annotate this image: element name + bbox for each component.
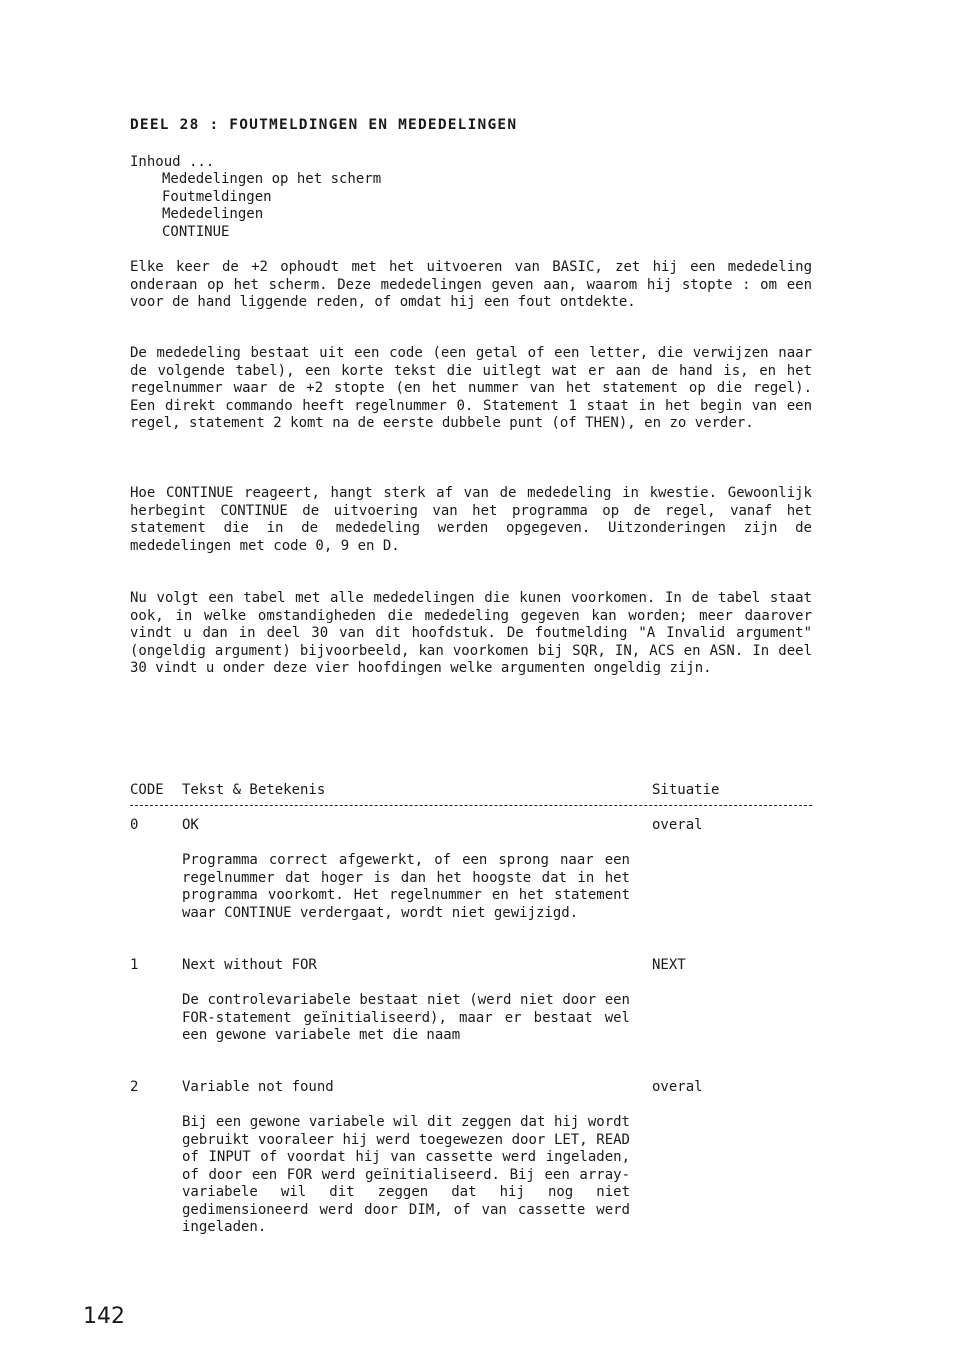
row-code: 2 [130,1079,139,1095]
paragraph-intro: Elke keer de +2 ophoudt met het uitvoeren van BASIC, zet hij een mededeling onderaan op het scherm. Deze mededelingen geven aan, waarom hij stopte : om een voor de hand liggende reden, of omdat hij een fout ontdekte. [130,259,812,310]
row-text: OK [182,817,199,833]
toc-intro: Inhoud ... [130,154,215,170]
paragraph-table-intro: Nu volgt een tabel met alle mededelingen die kunen voorkomen. In de tabel staat ook, in welke omstandigheden die mededeling gegeven kan worden; meer daarover vindt u dan in deel 30 van dit hoofdstuk. De foutmelding "A Invalid argument" (ongeldig argument) bijvoorbeeld, kan voorkomen bij SQR, IN, ACS en ASN. In deel 30 vindt u onder deze vier hoofdingen welke argumenten ongeldig zijn. [130,590,812,676]
header-situation: Situatie [652,782,720,798]
row-situation: overal [652,1079,703,1095]
table-row [130,1079,812,1097]
row-description: Programma correct afgewerkt, of een sprong naar een regelnummer dat hoger is dan het hoogste dat in het programma voorkomt. Het regelnummer en het statement waar CONTINUE verdergaat, wordt niet gewijzigd. [182,852,630,921]
section-heading: DEEL 28 : FOUTMELDINGEN EN MEDEDELINGEN [130,117,518,133]
row-description: Bij een gewone variabele wil dit zeggen dat hij wordt gebruikt vooraleer hij werd toegewezen door LET, READ of INPUT of voordat hij van cassette werd ingeladen, of door een FOR werd geïnitialiseerd. Bij een array-variabele wil dit zeggen dat hij nog niet gedimensioneerd werd door DIM, of van cassette werd ingeladen. [182,1114,630,1235]
paragraph-message-structure: De mededeling bestaat uit een code (een getal of een letter, die verwijzen naar de volgende tabel), een korte tekst die uitlegt wat er aan de hand is, en het regelnummer waar de +2 stopte (en het nummer van het statement op die regel). Een direkt commando heeft regelnummer 0. Statement 1 staat in het begin van een regel, statement 2 komt na de eerste dubbele punt (of THEN), en zo verder. [130,345,812,431]
page-number: 142 [83,1304,125,1329]
header-text: Tekst & Betekenis [182,782,326,798]
toc-item: Mededelingen [162,206,264,223]
table-of-contents [130,154,381,241]
row-code: 0 [130,817,139,833]
row-situation: NEXT [652,957,686,973]
toc-item: CONTINUE [162,223,230,240]
paragraph-continue: Hoe CONTINUE reageert, hangt sterk af van de mededeling in kwestie. Gewoonlijk herbegint CONTINUE de uitvoering van het programma op de regel, vanaf het statement die in de mededeling werden opgegeven. Uitzonderingen zijn de mededelingen met code 0, 9 en D. [130,485,812,554]
row-text: Variable not found [182,1079,334,1095]
row-description: De controlevariabele bestaat niet (werd niet door een FOR-statement geïnitialiseerd), maar er bestaat wel een gewone variabele met die naam [182,992,630,1043]
header-code: CODE [130,782,164,798]
table-divider [130,805,812,806]
table-row [130,957,812,975]
toc-item: Mededelingen op het scherm [162,171,382,188]
row-text: Next without FOR [182,957,317,973]
table-row [130,817,812,835]
row-code: 1 [130,957,139,973]
toc-item: Foutmeldingen [162,188,272,205]
row-situation: overal [652,817,703,833]
